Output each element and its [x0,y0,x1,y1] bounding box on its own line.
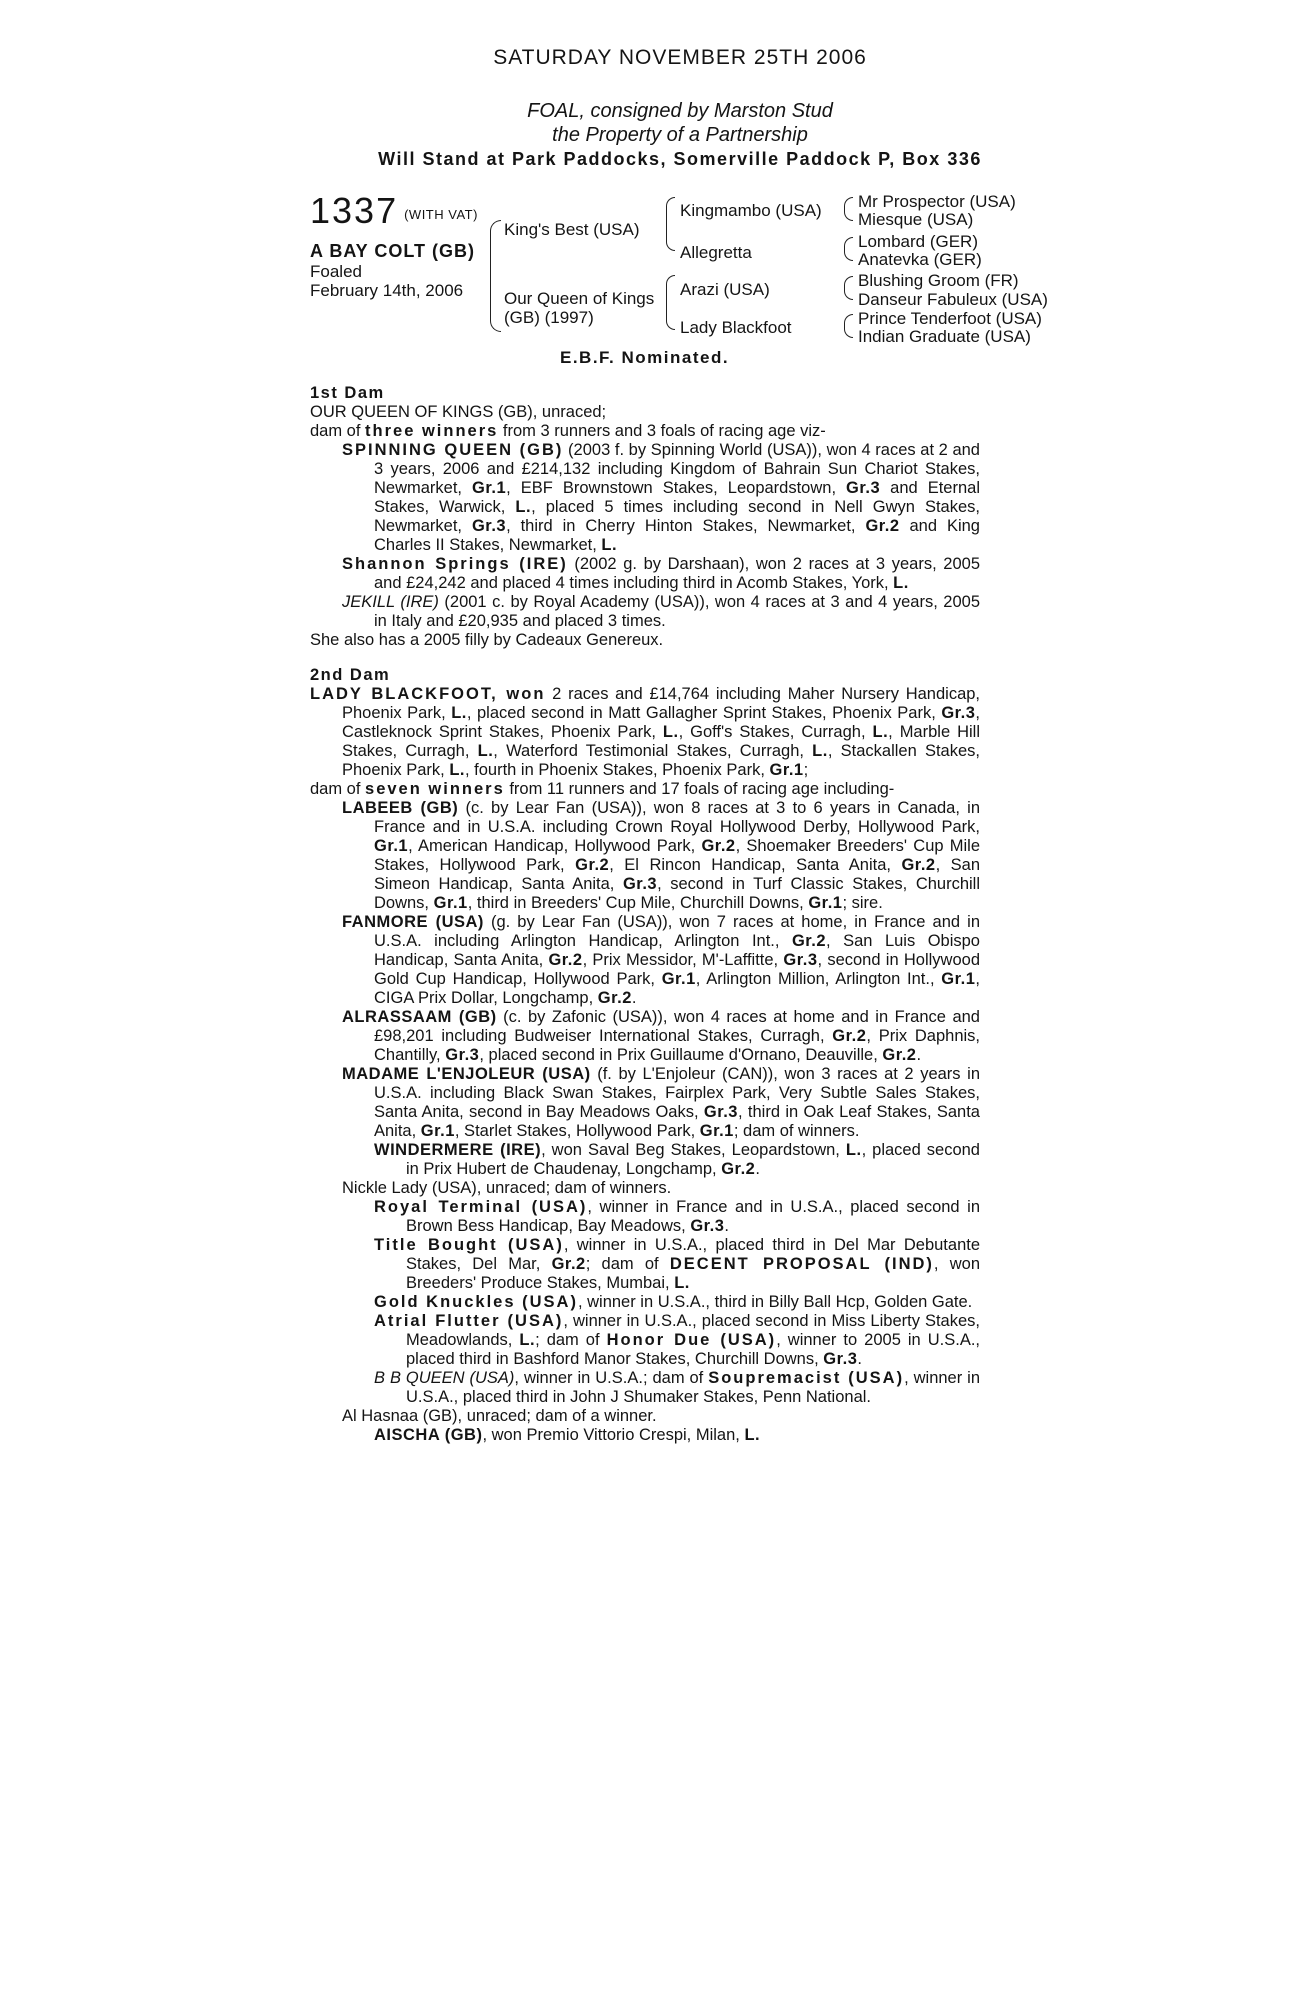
pedigree-g8: Indian Graduate (USA) [858,327,1031,346]
produce-title-bought: Title Bought (USA), winner in U.S.A., placed third in Del Mar Debutante Stakes, Del Mar, Gr.2; dam of DECENT PROPOSAL (IND), won Breeders' Produce Stakes, Mumbai, L. [374,1236,981,1292]
pedigree-dam-dam: Lady Blackfoot [680,318,792,337]
produce-windermere: WINDERMERE (IRE), won Saval Beg Stakes, Leopardstown, L., placed second in Prix Hubert de Chaudenay, Longchamp, Gr.2. [374,1141,980,1178]
produce-royal-terminal: Royal Terminal (USA), winner in France and in U.S.A., placed second in Brown Bess Handicap, Bay Meadows, Gr.3. [374,1198,980,1235]
produce-nickle-lady: Nickle Lady (USA), unraced; dam of winners. [342,1179,672,1197]
second-dam-section [310,666,980,1445]
pedigree-brace-g78 [844,314,853,338]
pedigree-sire-dam: Allegretta [680,243,752,262]
pedigree-brace-g12 [844,197,853,221]
pedigree-g1: Mr Prospector (USA) [858,192,1016,211]
lot-number-value: 1337 [310,190,399,231]
consignment-line: FOAL, consigned by Marston Stud [527,100,833,122]
produce-madame-lenjoleur: MADAME L'ENJOLEUR (USA) (f. by L'Enjoleur (CAN)), won 3 races at 2 years in U.S.A. including Black Swan Stakes, Fairplex Park, Very Subtle Sales Stakes, Santa Anita, second in Bay Meadows Oaks, Gr.3, third in Oak Leaf Stakes, Santa Anita, Gr.1, Starlet Stakes, Hollywood Park, Gr.1; dam of winners. [342,1065,980,1140]
pedigree-g3: Lombard (GER) [858,232,978,251]
first-dam-summary: dam of three winners from 3 runners and 3 foals of racing age viz- [310,422,826,440]
lot-number [310,190,478,232]
stand-location: Will Stand at Park Paddocks, Somerville Paddock P, Box 336 [378,149,982,169]
first-dam-heading: 1st Dam [310,384,385,402]
first-dam-section [310,384,980,650]
produce-jekill: JEKILL (IRE) (2001 c. by Royal Academy (USA)), won 4 races at 3 and 4 years, 2005 in Italy and £20,935 and placed 3 times. [342,593,980,630]
produce-shannon-springs: Shannon Springs (IRE) (2002 g. by Darshaan), won 2 races at 3 years, 2005 and £24,242 and placed 4 times including third in Acomb Stakes, York, L. [342,555,980,592]
pedigree-g5: Blushing Groom (FR) [858,271,1019,290]
foaled-label: Foaled [310,262,362,281]
sale-date: SATURDAY NOVEMBER 25TH 2006 [493,46,867,69]
produce-labeeb: LABEEB (GB) (c. by Lear Fan (USA)), won 8 races at 3 to 6 years in Canada, in France and in U.S.A. including Crown Royal Hollywood Derby, Hollywood Park, Gr.1, American Handicap, Hollywood Park, Gr.2, Shoemaker Breeders' Cup Mile Stakes, Hollywood Park, Gr.2, El Rincon Handicap, Santa Anita, Gr.2, San Simeon Handicap, Santa Anita, Gr.3, second in Turf Classic Stakes, Churchill Downs, Gr.1, third in Breeders' Cup Mile, Churchill Downs, Gr.1; sire. [342,799,981,912]
pedigree-brace-g34 [844,237,853,261]
produce-al-hasnaa: Al Hasnaa (GB), unraced; dam of a winner. [342,1407,657,1425]
produce-alrassaam: ALRASSAAM (GB) (c. by Zafonic (USA)), won 4 races at home and in France and £98,201 including Budweiser International Stakes, Curragh, Gr.2, Prix Daphnis, Chantilly, Gr.3, placed second in Prix Guillaume d'Ornano, Deauville, Gr.2. [342,1008,980,1064]
pedigree-brace-sire [666,197,675,251]
pedigree-brace-dam [666,275,675,330]
second-dam-summary: dam of seven winners from 11 runners and 17 foals of racing age including- [310,780,895,798]
foaled-date: February 14th, 2006 [310,281,464,300]
pedigree-g6: Danseur Fabuleux (USA) [858,290,1048,309]
produce-bb-queen: B B QUEEN (USA), winner in U.S.A.; dam of Soupremacist (USA), winner in U.S.A., placed third in John J Shumaker Stakes, Penn National. [374,1369,981,1406]
pedigree-sire-sire: Kingmambo (USA) [680,201,822,220]
pedigree-brace-main [490,220,501,332]
produce-spinning-queen: SPINNING QUEEN (GB) (2003 f. by Spinning World (USA)), won 4 races at 2 and 3 years, 2006 and £214,132 including Kingdom of Bahrain Sun Chariot Stakes, Newmarket, Gr.1, EBF Brownstown Stakes, Leopardstown, Gr.3 and Eternal Stakes, Warwick, L., placed 5 times including second in Nell Gwyn Stakes, Newmarket, Gr.3, third in Cherry Hinton Stakes, Newmarket, Gr.2 and King Charles II Stakes, Newmarket, L. [342,441,980,554]
second-dam-heading: 2nd Dam [310,666,391,684]
ebf-nomination: E.B.F. Nominated. [560,348,730,367]
produce-atrial-flutter: Atrial Flutter (USA), winner in U.S.A., placed second in Miss Liberty Stakes, Meadowlands, L.; dam of Honor Due (USA), winner to 2005 in U.S.A., placed third in Bashford Manor Stakes, Churchill Downs, Gr.3. [374,1312,981,1368]
pedigree-g7: Prince Tenderfoot (USA) [858,309,1042,328]
pedigree-dam-line2: (GB) (1997) [504,308,594,327]
pedigree-dam-line1: Our Queen of Kings [504,289,655,308]
property-line: the Property of a Partnership [552,124,808,146]
lot-description: A BAY COLT (GB) [310,241,476,261]
second-dam-record: LADY BLACKFOOT, won 2 races and £14,764 including Maher Nursery Handicap, Phoenix Park, L., placed second in Matt Gallagher Sprint Stakes, Phoenix Park, Gr.3, Castleknock Sprint Stakes, Phoenix Park, L., Goff's Stakes, Curragh, L., Marble Hill Stakes, Curragh, L., Waterford Testimonial Stakes, Curragh, L., Stackallen Stakes, Phoenix Park, L., fourth in Phoenix Stakes, Phoenix Park, Gr.1; [310,685,981,779]
produce-gold-knuckles: Gold Knuckles (USA), winner in U.S.A., third in Billy Ball Hcp, Golden Gate. [374,1293,973,1311]
first-dam-note: She also has a 2005 filly by Cadeaux Genereux. [310,631,664,649]
produce-fanmore: FANMORE (USA) (g. by Lear Fan (USA)), won 7 races at home, in France and in U.S.A. including Arlington Handicap, Arlington Int., Gr.2, San Luis Obispo Handicap, Santa Anita, Gr.2, Prix Messidor, M'-Laffitte, Gr.3, second in Hollywood Gold Cup Handicap, Hollywood Park, Gr.1, Arlington Million, Arlington Int., Gr.1, CIGA Prix Dollar, Longchamp, Gr.2. [342,913,981,1007]
pedigree-g2: Miesque (USA) [858,210,974,229]
first-dam-name: OUR QUEEN OF KINGS (GB), unraced; [310,403,607,421]
pedigree-dam-sire: Arazi (USA) [680,280,770,299]
vat-note: (WITH VAT) [404,207,478,222]
pedigree-g4: Anatevka (GER) [858,250,982,269]
pedigree-sire: King's Best (USA) [504,220,640,239]
pedigree-brace-g56 [844,276,853,300]
produce-aischa: AISCHA (GB), won Premio Vittorio Crespi, Milan, L. [374,1426,761,1444]
